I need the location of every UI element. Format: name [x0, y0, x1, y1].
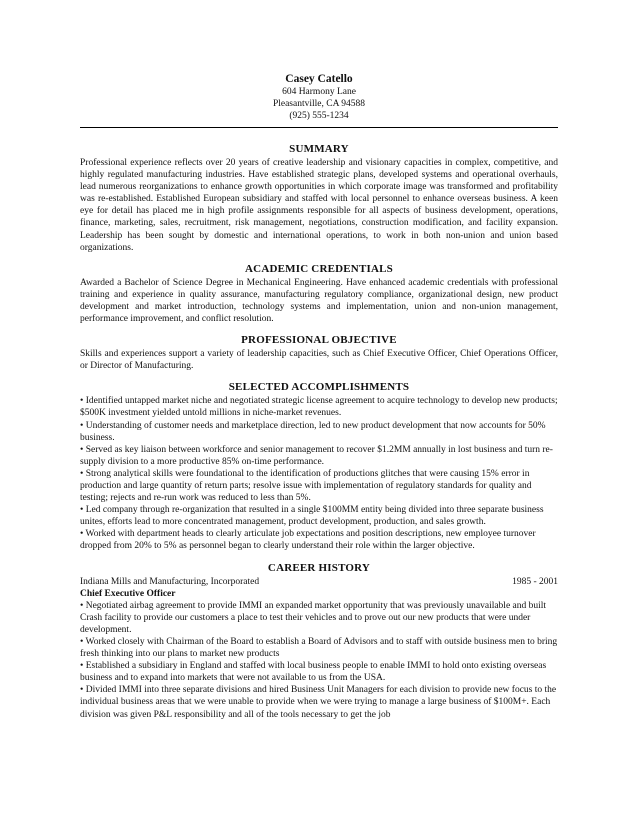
list-item: • Worked closely with Chairman of the Board to establish a Board of Advisors and to staff with outside business men to bring fresh thinking into our plans to market new products	[80, 636, 558, 660]
objective-heading: PROFESSIONAL OBJECTIVE	[241, 334, 397, 347]
address-line-1: 604 Harmony Lane	[282, 87, 356, 97]
academic-text: Awarded a Bachelor of Science Degree in Mechanical Engineering. Have enhanced academic credentials with professional training and experience in quality assurance, manufacturing regulatory compliance, organizational design, new product development and market introduction, technology systems and implementation, union and non-union management, performance improvement, and conflict resolution.	[80, 277, 558, 325]
resume-page	[80, 72, 558, 721]
objective-section	[80, 333, 558, 372]
job-row	[80, 576, 558, 588]
career-section	[80, 561, 558, 721]
candidate-name: Casey Catello	[285, 73, 353, 85]
list-item: • Strong analytical skills were foundational to the identification of productions glitches that were causing 15% error in production and large quantity of return parts; resolve issue with implementation of regulatory standards for quality and testing; rejects and re-run work was reduced to less than 5%.	[80, 468, 558, 504]
header-divider	[80, 127, 558, 128]
list-item: • Established a subsidiary in England and staffed with local business people to enable IMMI to hold onto existing overseas business and to expand into markets that were not available to us from the USA.	[80, 660, 558, 684]
job-title: Chief Executive Officer	[80, 588, 176, 599]
list-item: • Worked with department heads to clearly articulate job expectations and position descriptions, new employee turnover dropped from 20% to 5% as personnel began to clearly understand their role within the larger objective.	[80, 528, 558, 552]
summary-section	[80, 142, 558, 254]
list-item: • Divided IMMI into three separate divisions and hired Business Unit Managers for each division to provide new focus to the individual business areas that we were unable to provide when we were trying to manage a large business of $100M+. Each division was given P&L responsibility and all of the tools necessary to get the job	[80, 684, 558, 720]
company-name: Indiana Mills and Manufacturing, Incorporated	[80, 576, 260, 587]
list-item: • Identified untapped market niche and negotiated strategic license agreement to acquire technology to develop new products; $500K investment yielded untold millions in niche-market revenues.	[80, 395, 558, 419]
list-item: • Served as key liaison between workforce and senior management to recover $1.2MM annually in lost business and turn re-supply division to a more productive 85% on-time performance.	[80, 444, 558, 468]
employment-dates: 1985 - 2001	[512, 576, 558, 587]
accomplishments-list	[80, 395, 558, 552]
list-item: • Understanding of customer needs and marketplace direction, led to new product development that now accounts for 50% business.	[80, 420, 558, 444]
career-list	[80, 600, 558, 721]
academic-section	[80, 262, 558, 325]
phone-number: (925) 555-1234	[289, 111, 349, 121]
career-heading: CAREER HISTORY	[267, 561, 371, 574]
list-item: • Led company through re-organization that resulted in a single $100MM entity being divided into three separate business unites, efforts lead to more concentrated management, product development, production, and sales growth.	[80, 504, 558, 528]
objective-text: Skills and experiences support a variety of leadership capacities, such as Chief Executive Officer, Chief Operations Officer, or Director of Manufacturing.	[80, 349, 558, 372]
summary-text: Professional experience reflects over 20 years of creative leadership and visionary capacities in complex, competitive, and highly regulated manufacturing industries. Have established strategic plans, developed systems and operational overhauls, lead numerous reorganizations to enhance growth opportunities in which corporate image was transformed and profitability was re-established. Established European subsidiary and staffed with local personnel to enhance overseas business. A keen eye for detail has placed me in high profile assignments responsible for all aspects of business development, operations, finance, marketing, sales, recruitment, risk management, negotiations, construction modification, and facility expansion. Leadership has been sought by domestic and international operations, to work in both non-union and union based organizations.	[80, 158, 558, 253]
address-line-2: Pleasantville, CA 94588	[272, 99, 366, 109]
accomplishments-heading: SELECTED ACCOMPLISHMENTS	[228, 381, 410, 394]
list-item: • Negotiated airbag agreement to provide IMMI an expanded market opportunity that was previously unavailable and built Crash facility to provide our customers a place to test their vehicles and to prove out our new products that were under development.	[80, 600, 558, 636]
summary-heading: SUMMARY	[289, 143, 349, 155]
resume-header	[80, 72, 558, 122]
accomplishments-section	[80, 380, 558, 552]
academic-heading: ACADEMIC CREDENTIALS	[245, 262, 393, 275]
